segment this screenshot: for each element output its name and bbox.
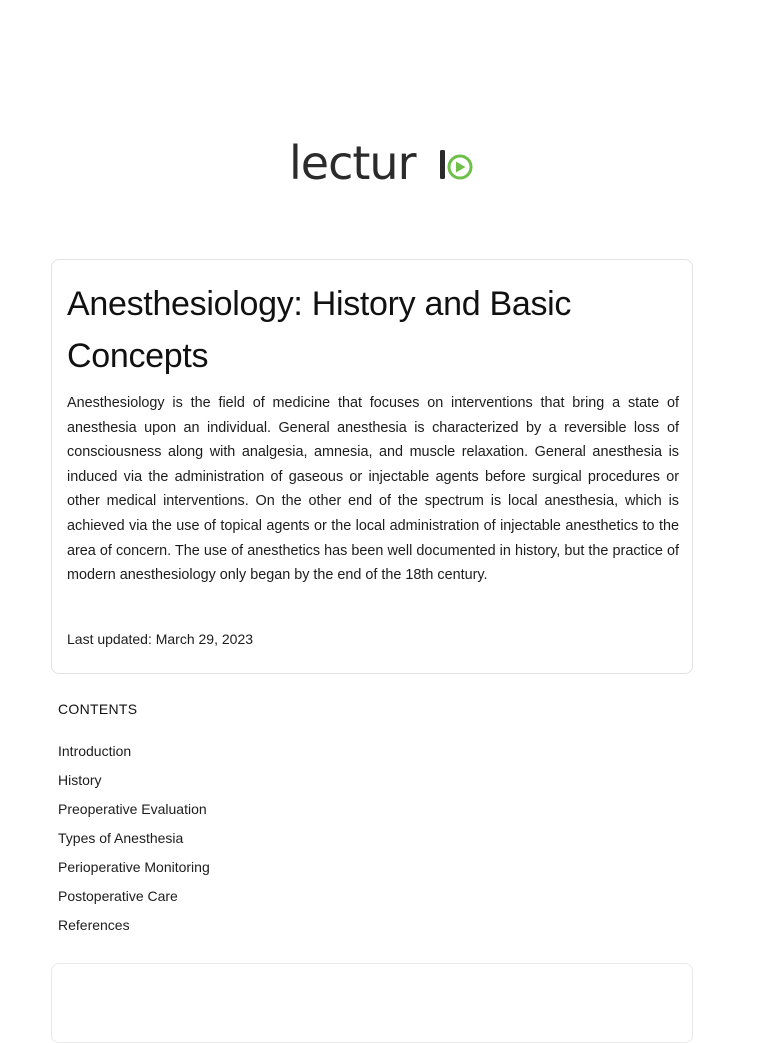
contents-item-history[interactable]: History <box>58 772 102 788</box>
lecturio-logo <box>289 136 479 186</box>
contents-item-introduction[interactable]: Introduction <box>58 743 132 759</box>
contents-item-types-of-anesthesia[interactable]: Types of Anesthesia <box>58 830 184 846</box>
contents-heading: CONTENTS <box>58 701 138 717</box>
contents-item-preoperative-evaluation[interactable]: Preoperative Evaluation <box>58 801 207 817</box>
article-card <box>51 259 693 674</box>
contents-item-references[interactable]: References <box>58 917 130 933</box>
last-updated: Last updated: March 29, 2023 <box>67 631 254 647</box>
next-section-card <box>51 963 693 1043</box>
contents-item-perioperative-monitoring[interactable]: Perioperative Monitoring <box>58 859 210 875</box>
logo <box>0 136 768 186</box>
logo-letter-i <box>440 150 445 179</box>
contents-item-postoperative-care[interactable]: Postoperative Care <box>58 888 178 904</box>
play-circle-icon <box>449 156 471 178</box>
contents-list <box>58 737 210 940</box>
logo-wordmark: lectur <box>289 136 416 186</box>
article-summary: Anesthesiology is the field of medicine that focuses on interventions that bring a state of anesthesia upon an individual. General anesthesia is characterized by a reversible loss of consciousness along with analgesia, amnesia, and muscle relaxation. General anesthesia is induced via the administration of gaseous or injectable agents before surgical procedures or other medical interventions. On the other end of the spectrum is local anesthesia, which is achieved via the use of topical agents or the local administration of injectable anesthetics to the area of concern. The use of anesthetics has been well documented in history, but the practice of modern anesthesiology only began by the end of the 18th century. <box>67 395 679 584</box>
table-of-contents <box>58 700 458 933</box>
article-title: Anesthesiology: History and Basic Concepts <box>67 285 572 375</box>
